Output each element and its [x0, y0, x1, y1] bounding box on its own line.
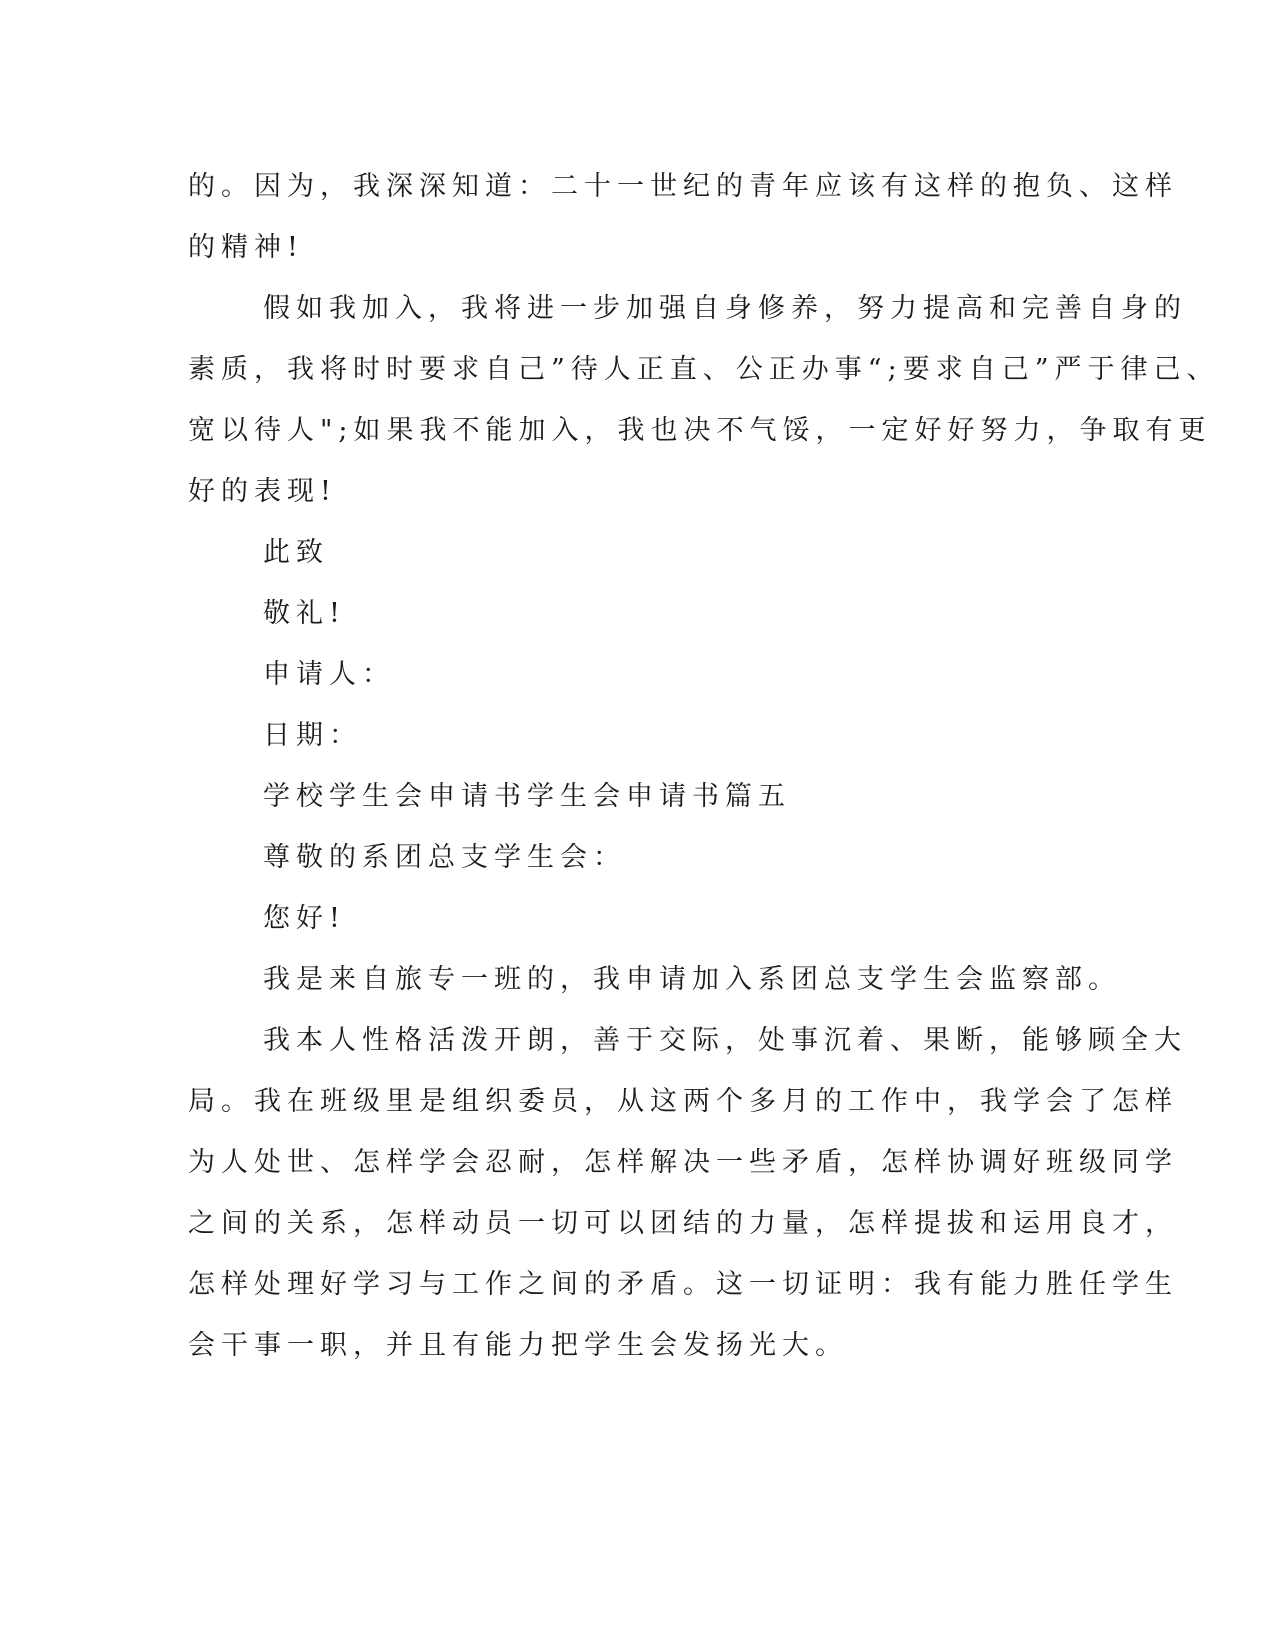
text-line: 局。我在班级里是组织委员，从这两个多月的工作中，我学会了怎样 [188, 1086, 1178, 1117]
greeting: 您好! [263, 903, 346, 934]
text-line: 我是来自旅专一班的，我申请加入系团总支学生会监察部。 [263, 964, 1121, 995]
text-line: 会干事一职，并且有能力把学生会发扬光大。 [188, 1330, 848, 1361]
text-line: 假如我加入，我将进一步加强自身修养，努力提高和完善自身的 [263, 293, 1187, 324]
closing-salutation: 此致 [263, 537, 329, 568]
text-line: 为人处世、怎样学会忍耐，怎样解决一些矛盾，怎样协调好班级同学 [188, 1147, 1178, 1178]
text-line: 我本人性格活泼开朗，善于交际，处事沉着、果断，能够顾全大 [263, 1025, 1187, 1056]
text-line: 宽以待人";如果我不能加入，我也决不气馁，一定好好努力，争取有更 [188, 415, 1212, 446]
applicant-label: 申请人： [263, 659, 395, 690]
section-title: 学校学生会申请书学生会申请书篇五 [263, 781, 791, 812]
text-line: 好的表现! [188, 476, 337, 507]
text-line: 之间的关系，怎样动员一切可以团结的力量，怎样提拔和运用良才， [188, 1208, 1178, 1239]
text-line: 的。因为，我深深知道：二十一世纪的青年应该有这样的抱负、这样 [188, 171, 1178, 202]
text-line: 素质，我将时时要求自己”待人正直、公正办事“;要求自己”严于律己、 [188, 354, 1220, 385]
text-line: 怎样处理好学习与工作之间的矛盾。这一切证明：我有能力胜任学生 [188, 1269, 1178, 1300]
document-body [188, 156, 1220, 1376]
greeting-addressee: 尊敬的系团总支学生会： [263, 842, 626, 873]
text-line: 的精神! [188, 232, 304, 263]
date-label: 日期： [263, 720, 362, 751]
closing-regards: 敬礼! [263, 598, 346, 629]
